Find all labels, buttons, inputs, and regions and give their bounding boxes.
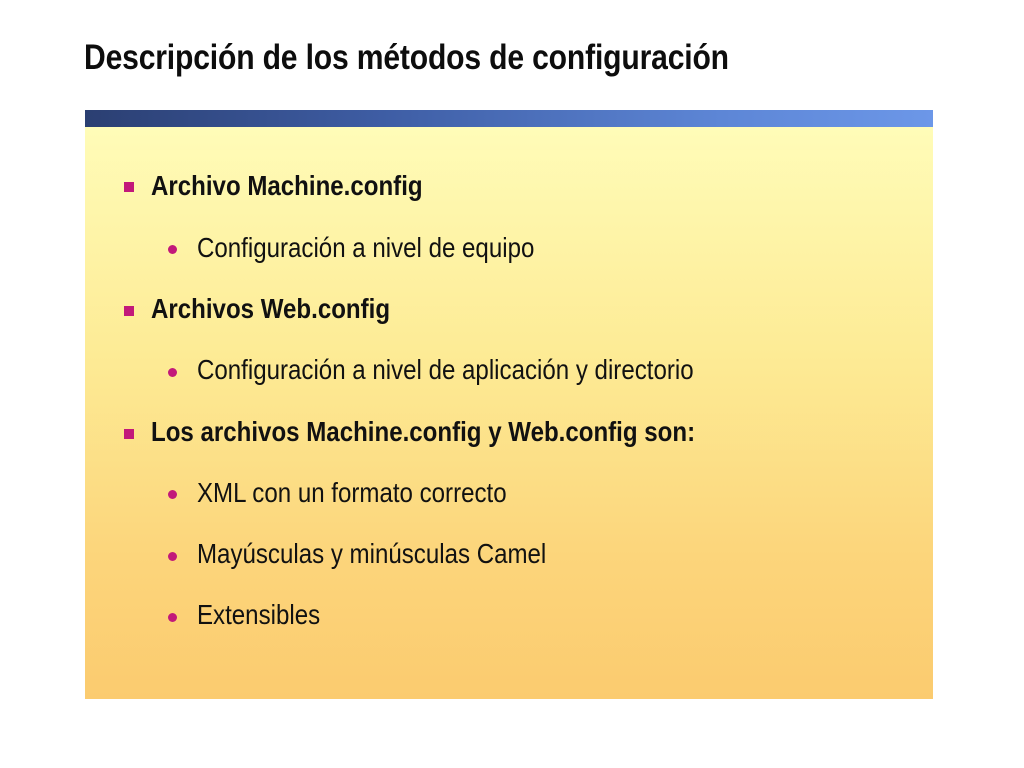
bullet-item — [151, 416, 784, 448]
sub-bullet-item — [197, 232, 589, 264]
sub-bullet-item — [197, 477, 557, 509]
bullet-text: Archivo Machine.config — [151, 170, 423, 201]
bullet-text: Los archivos Machine.config y Web.config son: — [151, 416, 696, 447]
round-bullet-icon — [168, 613, 177, 622]
square-bullet-icon — [124, 182, 134, 192]
sub-bullet-item — [197, 354, 774, 386]
sub-bullet-item — [197, 599, 340, 631]
round-bullet-icon — [168, 490, 177, 499]
bullet-item — [151, 170, 467, 202]
round-bullet-icon — [168, 245, 177, 254]
sub-bullet-text: Configuración a nivel de aplicación y directorio — [197, 354, 694, 385]
bullet-text: Archivos Web.config — [151, 293, 391, 324]
square-bullet-icon — [124, 306, 134, 316]
bullet-item — [151, 293, 429, 325]
round-bullet-icon — [168, 368, 177, 377]
round-bullet-icon — [168, 552, 177, 561]
square-bullet-icon — [124, 429, 134, 439]
title-underline-bar — [85, 110, 933, 127]
sub-bullet-text: Extensibles — [197, 599, 321, 630]
sub-bullet-text: XML con un formato correcto — [197, 477, 507, 508]
sub-bullet-text: Configuración a nivel de equipo — [197, 232, 535, 263]
slide-title: Descripción de los métodos de configuración — [84, 38, 729, 77]
sub-bullet-item — [197, 538, 603, 570]
sub-bullet-text: Mayúsculas y minúsculas Camel — [197, 538, 547, 569]
